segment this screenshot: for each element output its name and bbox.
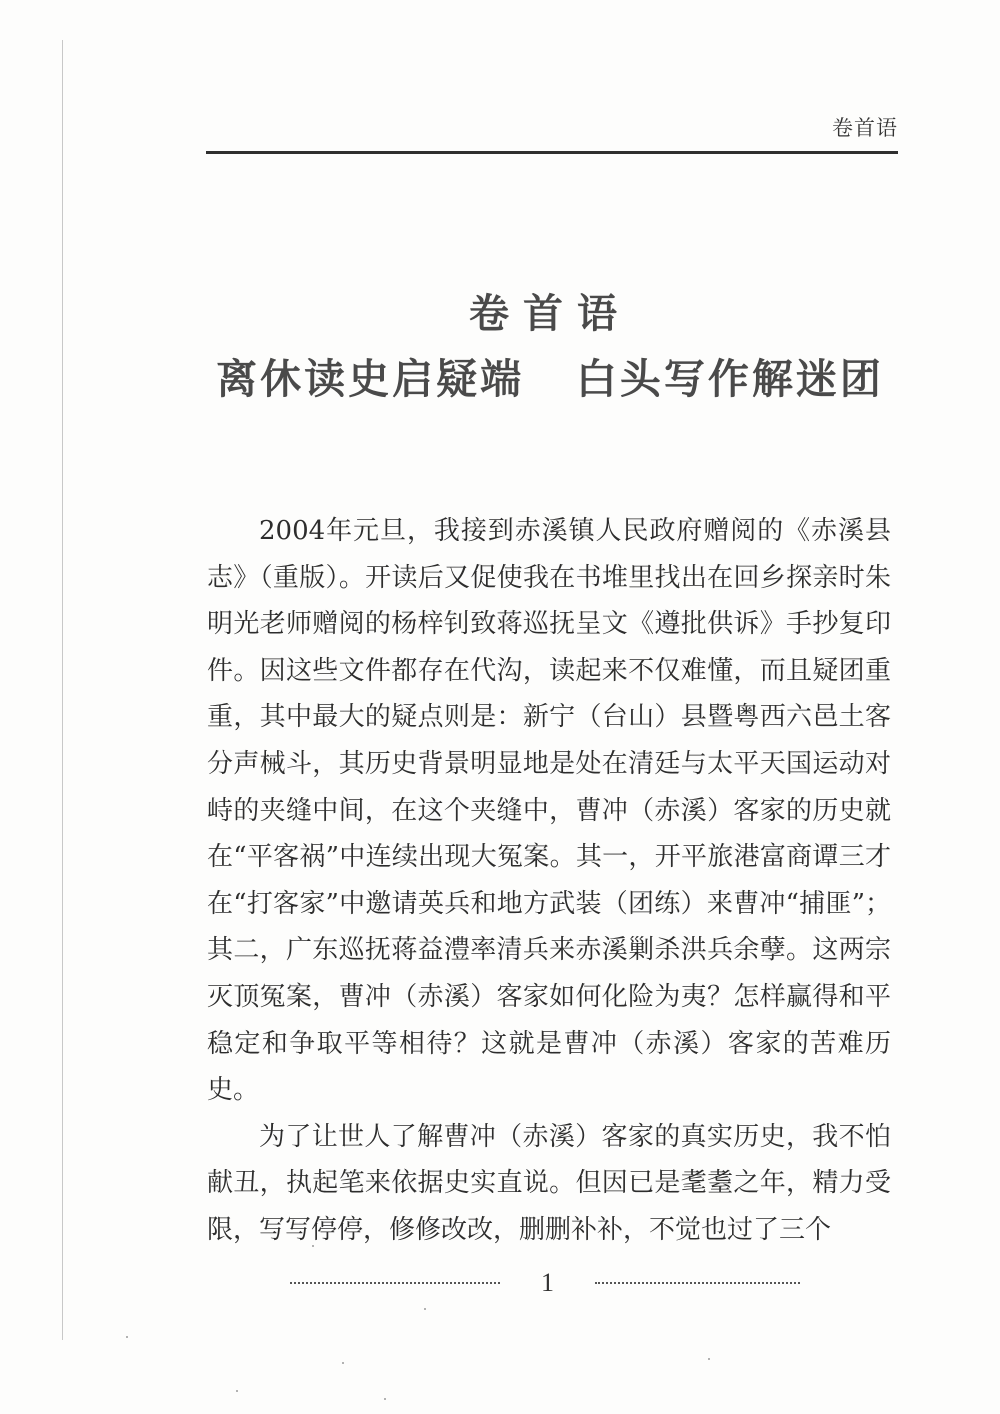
footer-rule-right [595,1282,800,1284]
scan-speck [126,1336,128,1338]
running-head: 卷首语 [832,116,898,140]
paragraph: 为了让世人了解曹冲（赤溪）客家的真实历史，我不怕献丑，执起笔来依据史实直说。但因已是耄耋之年，精力受限，写写停停，修修改改，删删补补，不觉也过了三个 [207,1121,891,1245]
scan-speck [384,1398,386,1400]
scan-speck [236,1390,238,1392]
paragraph: 2004年元旦，我接到赤溪镇人民政府赠阅的《赤溪县志》（重版）。开读后又促使我在书堆里找出在回乡探亲时朱明光老师赠阅的杨梓钊致蒋巡抚呈文《遵批供诉》手抄复印件。因这些文件都存在代沟，读起来不仅难懂，而且疑团重重，其中最大的疑点则是：新宁（台山）县暨粤西六邑土客分声械斗，其历史背景明显地是处在清廷与太平天国运动对峙的夹缝中间，在这个夹缝中，曹冲（赤溪）客家的历史就在“平客祸”中连续出现大冤案。其一，开平旅港富商谭三才在“打客家”中邀请英兵和地方武装（团练）来曹冲“捕匪”；其二，广东巡抚蒋益澧率清兵来赤溪剿杀洪兵余孽。这两宗灭顶冤案，曹冲（赤溪）客家如何化险为夷？怎样赢得和平稳定和争取平等相待？这就是曹冲（赤溪）客家的苦难历史。 [207,516,891,1106]
header-rule [206,151,898,154]
body-text [207,508,891,1254]
chapter-subtitle: 离休读史启疑端 白头写作解迷团 [216,355,884,403]
scan-speck [312,1245,314,1247]
scan-binding-edge [62,40,63,1340]
scan-speck [424,1308,426,1310]
scan-speck [342,1362,344,1364]
page-number: 1 [541,1268,554,1297]
footer-rule-left [290,1282,500,1284]
chapter-title: 卷首语 [469,291,631,337]
page-footer [290,1268,800,1298]
scan-speck [708,1358,710,1360]
